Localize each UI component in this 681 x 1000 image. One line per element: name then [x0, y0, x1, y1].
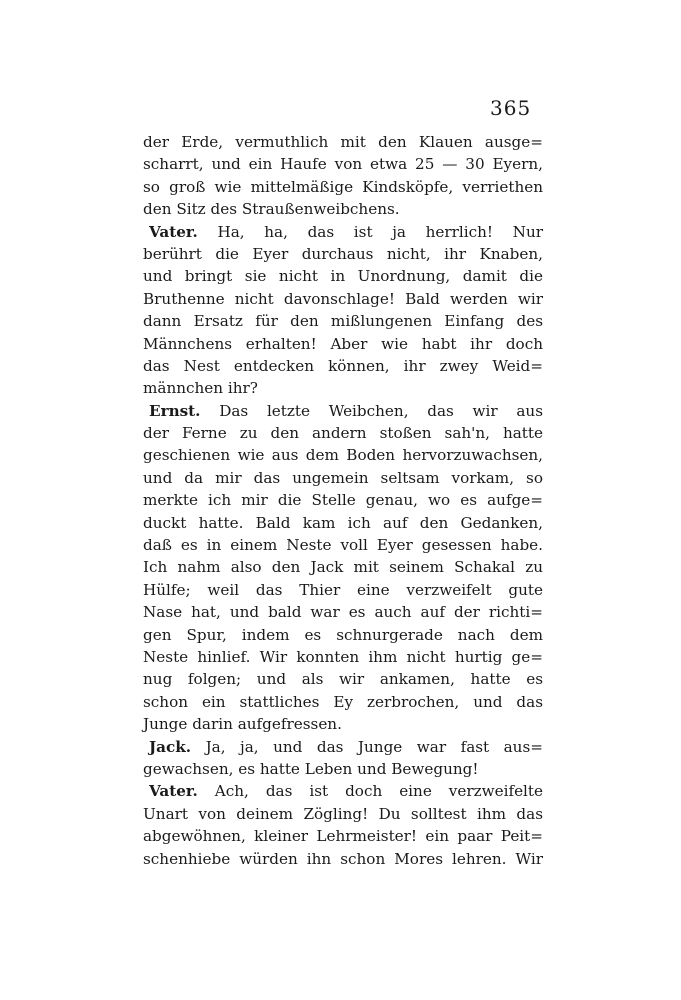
line-text: merkte ich mir die Stelle genau, wo es aufge=: [143, 491, 543, 510]
text-line: [143, 221, 543, 243]
line-text: Hülfe; weil das Thier eine verzweifelt gute: [143, 580, 543, 599]
line-text: geschienen wie aus dem Boden hervorzuwachsen,: [143, 446, 543, 465]
line-text: das Nest entdecken können, ihr zwey Weid=: [143, 356, 543, 375]
text-line: [143, 355, 543, 377]
text-line: [143, 400, 543, 422]
line-text: abgewöhnen, kleiner Lehrmeister! ein paar Peit=: [143, 827, 543, 846]
text-line: [143, 780, 543, 802]
text-line: [143, 825, 543, 847]
text-line: [143, 512, 543, 534]
text-line: [143, 556, 543, 578]
text-line: [143, 176, 543, 198]
line-text: gewachsen, es hatte Leben und Bewegung!: [143, 759, 479, 778]
text-line: [143, 288, 543, 310]
text-line: [143, 758, 543, 780]
text-line: [143, 579, 543, 601]
text-line: [143, 691, 543, 713]
text-line: [143, 243, 543, 265]
line-text: den Sitz des Straußenweibchens.: [143, 200, 400, 219]
text-line: [143, 489, 543, 511]
speaker-name: Ernst.: [149, 401, 201, 420]
line-text: der Erde, vermuthlich mit den Klauen ausge=: [143, 133, 543, 151]
line-text: Ha, ha, das ist ja herrlich! Nur: [197, 222, 543, 241]
line-text: und da mir das ungemein seltsam vorkam, so: [143, 468, 543, 487]
text-line: [143, 646, 543, 668]
text-line: [143, 198, 543, 220]
text-line: [143, 848, 543, 870]
line-text: Unart von deinem Zögling! Du solltest ihm das: [143, 804, 543, 823]
text-line: [143, 153, 543, 175]
line-text: schenhiebe würden ihn schon Mores lehren. Wir: [143, 849, 543, 868]
speaker-name: Jack.: [149, 737, 192, 756]
text-line: [143, 377, 543, 399]
speaker-name: Vater.: [149, 222, 198, 241]
text-line: [143, 601, 543, 623]
line-text: duckt hatte. Bald kam ich auf den Gedanken,: [143, 513, 543, 532]
text-line: [143, 265, 543, 287]
text-line: [143, 310, 543, 332]
line-text: scharrt, und ein Haufe von etwa 25 — 30 Eyern,: [143, 155, 543, 174]
body-text: [143, 131, 543, 870]
text-line: [143, 422, 543, 444]
line-text: Das letzte Weibchen, das wir aus: [200, 401, 543, 420]
line-text: der Ferne zu den andern stoßen sah'n, hatte: [143, 424, 543, 443]
line-text: daß es in einem Neste voll Eyer gesessen habe.: [143, 536, 543, 555]
line-text: berührt die Eyer durchaus nicht, ihr Knaben,: [143, 244, 543, 263]
line-text: Ich nahm also den Jack mit seinem Schakal zu: [143, 558, 543, 577]
line-text: Ach, das ist doch eine verzweifelte: [197, 782, 543, 801]
text-line: [143, 131, 543, 153]
text-line: [143, 713, 543, 735]
speaker-name: Vater.: [149, 782, 198, 801]
line-text: männchen ihr?: [143, 379, 258, 398]
text-line: [143, 624, 543, 646]
line-text: Junge darin aufgefressen.: [143, 715, 342, 734]
text-line: [143, 668, 543, 690]
line-text: schon ein stattliches Ey zerbrochen, und das: [143, 692, 543, 711]
line-text: und bringt sie nicht in Unordnung, damit die: [143, 267, 543, 286]
line-text: Neste hinlief. Wir konnten ihm nicht hurtig ge=: [143, 647, 543, 666]
text-line: [143, 444, 543, 466]
page-number: 365: [490, 96, 532, 120]
line-text: Bruthenne nicht davonschlage! Bald werden wir: [143, 289, 543, 308]
line-text: dann Ersatz für den mißlungenen Einfang des: [143, 312, 543, 331]
line-text: gen Spur, indem es schnurgerade nach dem: [143, 625, 543, 644]
line-text: Ja, ja, und das Junge war fast aus=: [191, 737, 543, 756]
text-line: [143, 736, 543, 758]
text-line: [143, 803, 543, 825]
text-line: [143, 467, 543, 489]
line-text: so groß wie mittelmäßige Kindsköpfe, verriethen: [143, 177, 543, 196]
text-line: [143, 333, 543, 355]
line-text: Nase hat, und bald war es auch auf der richti=: [143, 603, 543, 622]
line-text: nug folgen; und als wir ankamen, hatte es: [143, 670, 543, 689]
line-text: Männchens erhalten! Aber wie habt ihr doch: [143, 334, 543, 353]
text-line: [143, 534, 543, 556]
